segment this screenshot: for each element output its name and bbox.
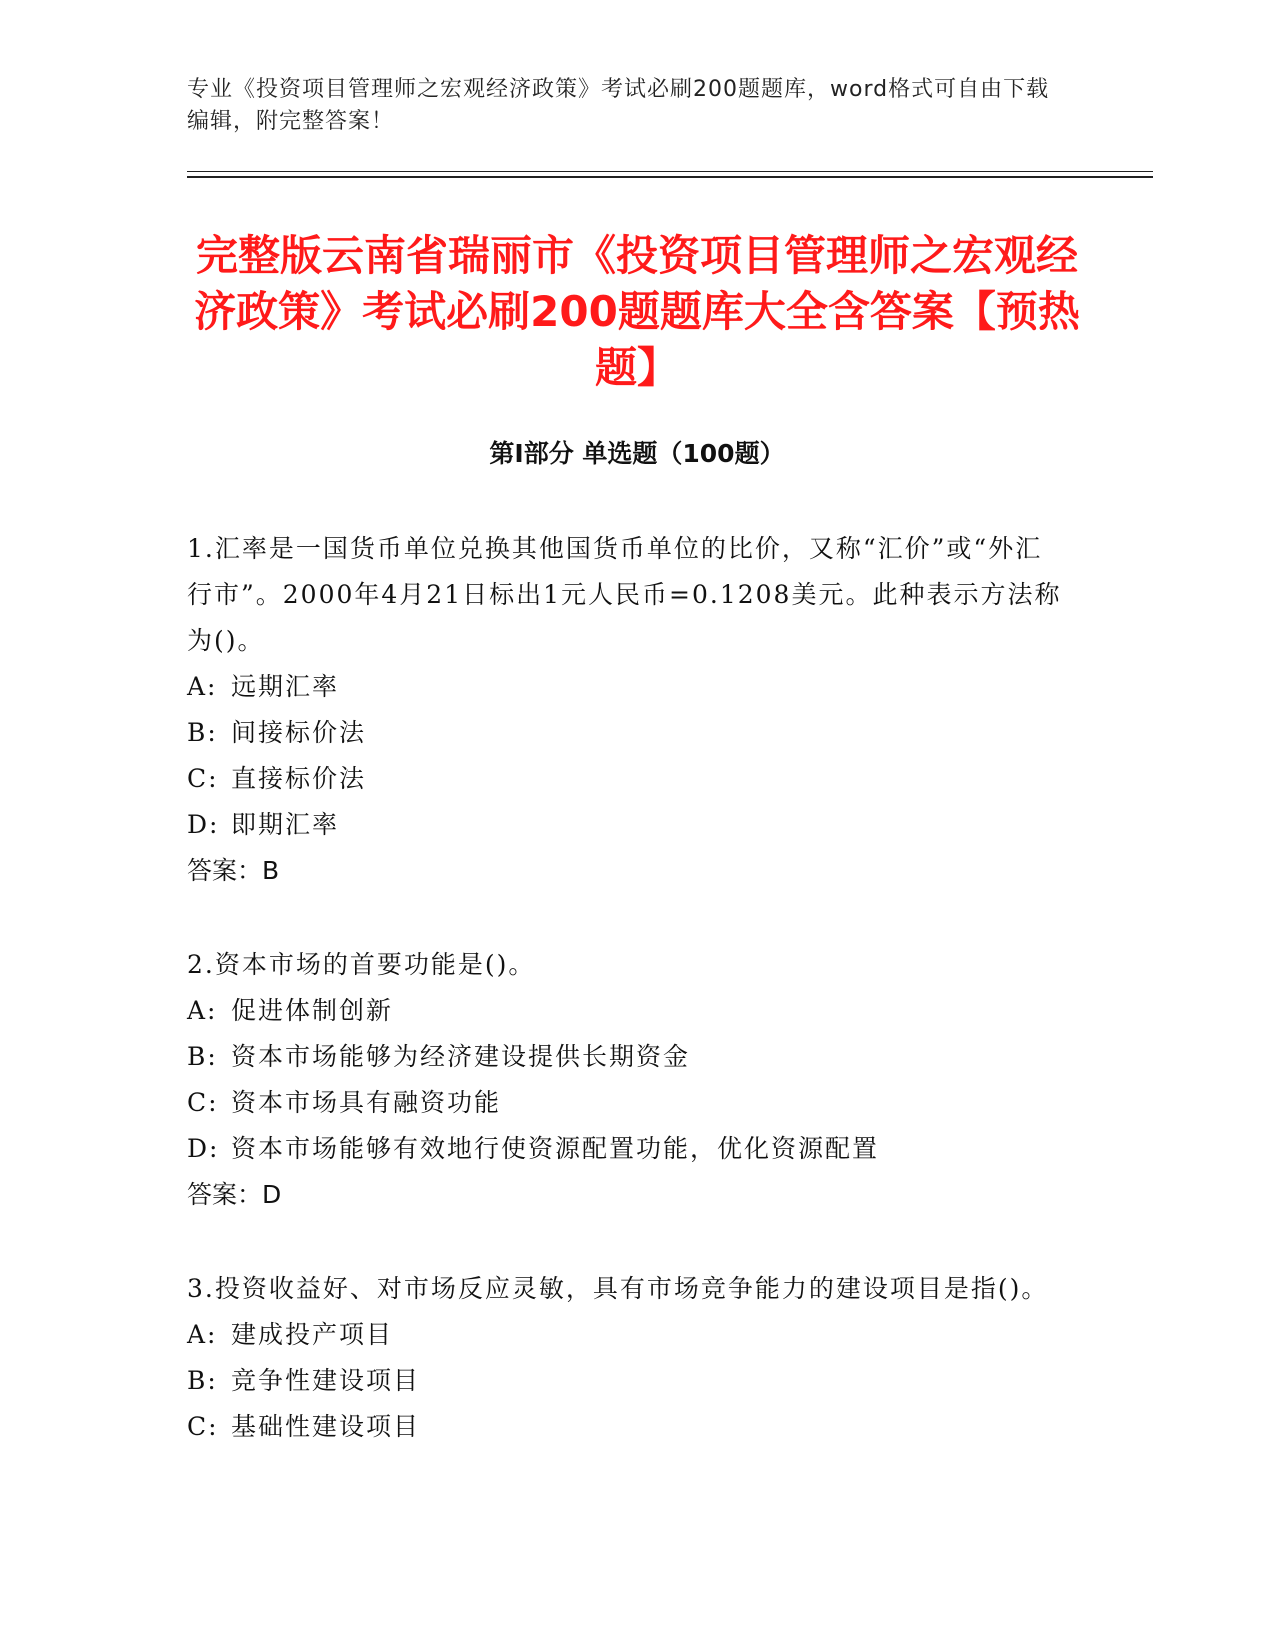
option-text: 即期汇率 xyxy=(231,810,340,839)
option-text: 建成投产项目 xyxy=(231,1320,394,1349)
option-text: 资本市场具有融资功能 xyxy=(231,1088,502,1117)
option-text: 竞争性建设项目 xyxy=(231,1366,421,1395)
question-text: 2.资本市场的首要功能是()。 xyxy=(187,950,536,979)
option-letter: A: xyxy=(187,1320,218,1349)
option-letter: A: xyxy=(187,996,218,1025)
option-text: 促进体制创新 xyxy=(231,996,394,1025)
question-2 xyxy=(187,942,1067,1218)
option-text: 基础性建设项目 xyxy=(231,1412,421,1441)
header-note: 专业《投资项目管理师之宏观经济政策》考试必刷200题题库，word格式可自由下载编辑，附完整答案！ xyxy=(187,77,1050,134)
question-list xyxy=(187,526,1067,1498)
option-letter: B: xyxy=(187,718,218,747)
option-d xyxy=(187,802,1067,848)
answer-line: 答案：B xyxy=(187,856,280,885)
option-a xyxy=(187,988,1067,1034)
question-text: 3.投资收益好、对市场反应灵敏，具有市场竞争能力的建设项目是指()。 xyxy=(187,1274,1049,1303)
option-letter: B: xyxy=(187,1366,218,1395)
option-d xyxy=(187,1126,1067,1172)
option-letter: C: xyxy=(187,1088,219,1117)
header-divider-thin xyxy=(187,171,1153,172)
section-heading: 第I部分 单选题（100题） xyxy=(489,439,785,468)
option-text: 资本市场能够有效地行使资源配置功能，优化资源配置 xyxy=(231,1134,880,1163)
question-text: 1.汇率是一国货币单位兑换其他国货币单位的比价，又称“汇价”或“外汇行市”。2000年4月21日标出1元人民币=0.1208美元。此种表示方法称为()。 xyxy=(187,534,1062,655)
option-letter: D: xyxy=(187,810,220,839)
option-a xyxy=(187,664,1067,710)
option-b xyxy=(187,1358,1067,1404)
option-letter: C: xyxy=(187,764,219,793)
header-divider-thick xyxy=(187,176,1153,178)
option-text: 远期汇率 xyxy=(231,672,340,701)
option-text: 资本市场能够为经济建设提供长期资金 xyxy=(231,1042,691,1071)
option-text: 间接标价法 xyxy=(231,718,367,747)
question-3 xyxy=(187,1266,1067,1450)
option-b xyxy=(187,710,1067,756)
option-a xyxy=(187,1312,1067,1358)
question-1 xyxy=(187,526,1067,894)
answer-line: 答案：D xyxy=(187,1180,282,1209)
document-title: 完整版云南省瑞丽市《投资项目管理师之宏观经济政策》考试必刷200题题库大全含答案【预热题】 xyxy=(194,231,1080,392)
option-letter: B: xyxy=(187,1042,218,1071)
option-letter: A: xyxy=(187,672,218,701)
option-c xyxy=(187,1404,1067,1450)
option-letter: D: xyxy=(187,1134,220,1163)
option-b xyxy=(187,1034,1067,1080)
option-letter: C: xyxy=(187,1412,219,1441)
option-c xyxy=(187,1080,1067,1126)
option-text: 直接标价法 xyxy=(231,764,367,793)
option-c xyxy=(187,756,1067,802)
